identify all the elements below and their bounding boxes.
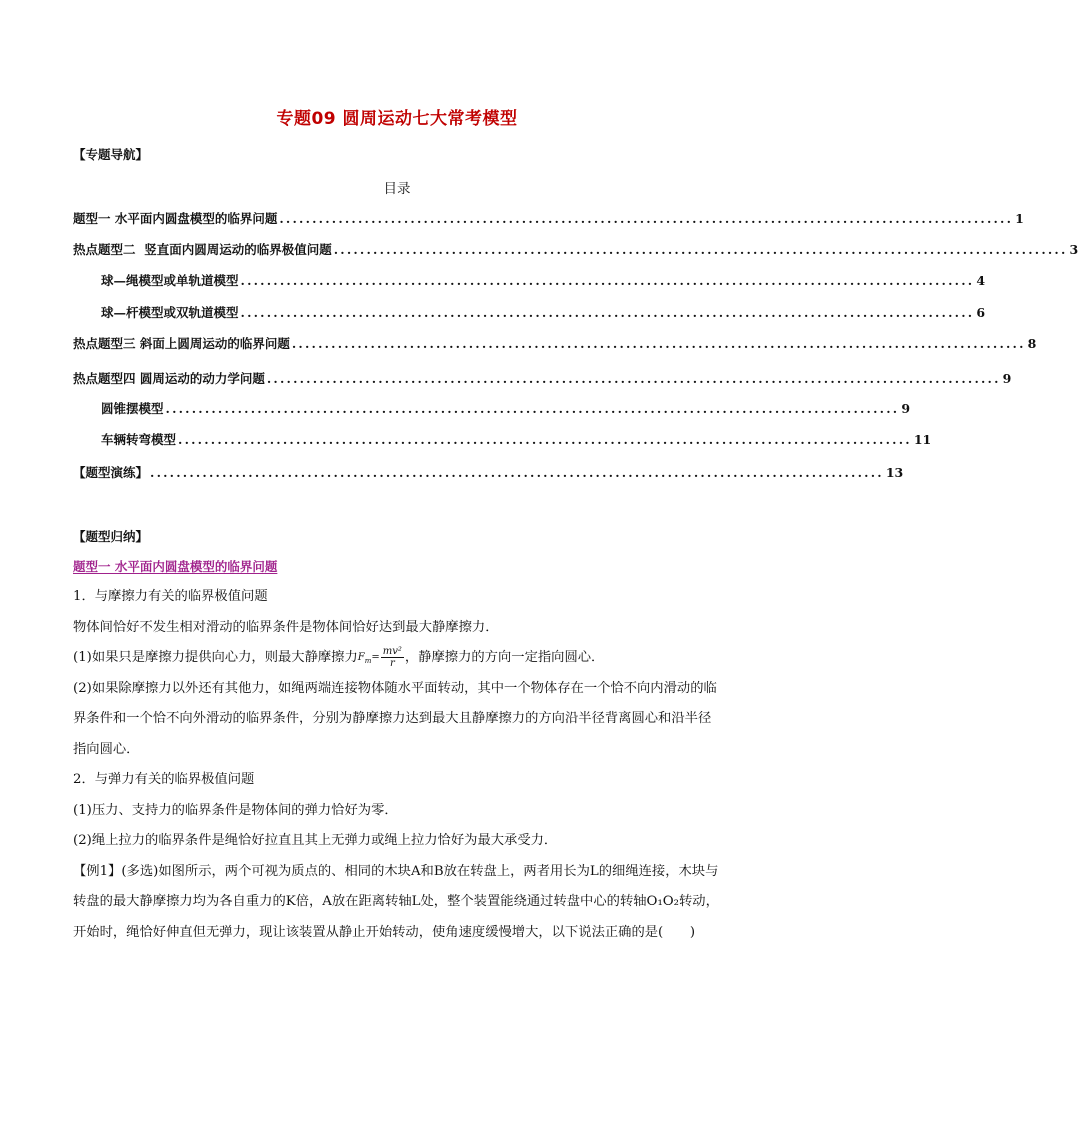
toc-entry-text: 题型一 水平面内圆盘模型的临界问题: [73, 211, 278, 226]
toc-leader-dots: ................................................................................................................: [165, 401, 900, 416]
toc-entry[interactable]: [73, 369, 1012, 387]
formula-equals: =: [371, 652, 380, 663]
toc-leader-dots: ................................................................................................................: [178, 432, 912, 447]
toc-entry[interactable]: [73, 334, 1037, 352]
toc-entry[interactable]: [101, 399, 911, 417]
nav-label: 【专题导航】: [73, 147, 149, 162]
toc-entry-text: 热点题型二 竖直面内圆周运动的临界极值问题: [73, 242, 332, 257]
toc-leader-dots: ................................................................................................................: [240, 273, 975, 288]
toc-page-number: 6: [976, 305, 986, 320]
paragraph: (1)压力、支持力的临界条件是物体间的弹力恰好为零．: [73, 802, 398, 818]
toc-leader-dots: ................................................................................................................: [150, 465, 884, 480]
toc-entry-text: 圆锥摆模型: [101, 401, 164, 416]
section-heading-link[interactable]: 题型一 水平面内圆盘模型的临界问题: [73, 559, 278, 574]
toc-leader-dots: ................................................................................................................: [333, 242, 1068, 257]
paragraph: 1．与摩擦力有关的临界极值问题: [73, 589, 268, 604]
toc-page-number: 9: [1002, 371, 1012, 386]
toc-page-number: 9: [901, 401, 911, 416]
paragraph: (2)绳上拉力的临界条件是绳恰好拉直且其上无弹力或绳上拉力恰好为最大承受力．: [73, 833, 558, 848]
example-paragraph: 【例1】(多选)如图所示，两个可视为质点的、相同的木块A和B放在转盘上，两者用长为L的细绳连接，木块与转盘的最大静摩擦力均为各自重力的K倍，A放在距离转轴L处，整个装置能绕通过转盘中心的转轴O₁O₂转动，开始时，绳恰好伸直但无弹力，现让该装置从静止开始转动，使角速度缓慢增大，以下说法正确的是( ): [73, 863, 719, 940]
toc-leader-dots: ................................................................................................................: [279, 211, 1014, 226]
page-title: 专题09 圆周运动七大常考模型: [276, 109, 518, 129]
toc-page-number: 11: [913, 432, 932, 447]
fraction-numerator: mv²: [382, 646, 402, 657]
formula-subscript: m: [364, 657, 372, 665]
toc-entry[interactable]: [73, 463, 904, 481]
toc-entry-text: 热点题型四 圆周运动的动力学问题: [73, 371, 265, 386]
paragraph-formula-line: [73, 643, 723, 674]
toc-entry-text: 球—绳模型或单轨道模型: [101, 273, 239, 288]
toc-page-number: 4: [976, 273, 986, 288]
toc-leader-dots: ................................................................................................................: [266, 371, 1001, 386]
toc-leader-dots: ................................................................................................................: [240, 305, 975, 320]
body-text: [73, 582, 723, 948]
fraction-denominator: r: [389, 658, 395, 669]
text-run: (1)如果只是摩擦力提供向心力，则最大静摩擦力: [73, 650, 358, 665]
toc-entry-text: 球—杆模型或双轨道模型: [101, 305, 239, 320]
toc-entry[interactable]: [101, 303, 986, 321]
toc-entry[interactable]: [73, 209, 1024, 227]
toc-entry-text: 【题型演练】: [73, 465, 149, 480]
toc-entry-text: 热点题型三 斜面上圆周运动的临界问题: [73, 336, 290, 351]
toc-entry-text: 车辆转弯模型: [101, 432, 177, 447]
toc-entry[interactable]: [101, 430, 932, 448]
paragraph: (2)如果除摩擦力以外还有其他力，如绳两端连接物体随水平面转动，其中一个物体存在一个恰不向内滑动的临界条件和一个恰不向外滑动的临界条件，分别为静摩擦力达到最大且静摩擦力的方向沿半径背离圆心和沿半径指向圆心．: [73, 680, 717, 757]
toc-page-number: 13: [885, 465, 904, 480]
paragraph: 2．与弹力有关的临界极值问题: [73, 772, 255, 787]
toc-entry[interactable]: [73, 240, 1078, 258]
fraction: [381, 646, 404, 669]
text-run: ，静摩擦力的方向一定指向圆心．: [404, 650, 605, 665]
toc-leader-dots: ................................................................................................................: [291, 336, 1026, 351]
toc-page-number: 1: [1015, 211, 1024, 226]
section-label: 【题型归纳】: [73, 529, 149, 544]
toc-heading: 目录: [383, 181, 411, 197]
toc-page-number: 3: [1069, 242, 1078, 257]
paragraph: 物体间恰好不发生相对滑动的临界条件是物体间恰好达到最大静摩擦力．: [73, 619, 499, 635]
toc-entry[interactable]: [101, 271, 986, 289]
formula: [358, 646, 405, 669]
formula-symbol: F: [357, 652, 365, 663]
toc-page-number: 8: [1027, 336, 1037, 351]
